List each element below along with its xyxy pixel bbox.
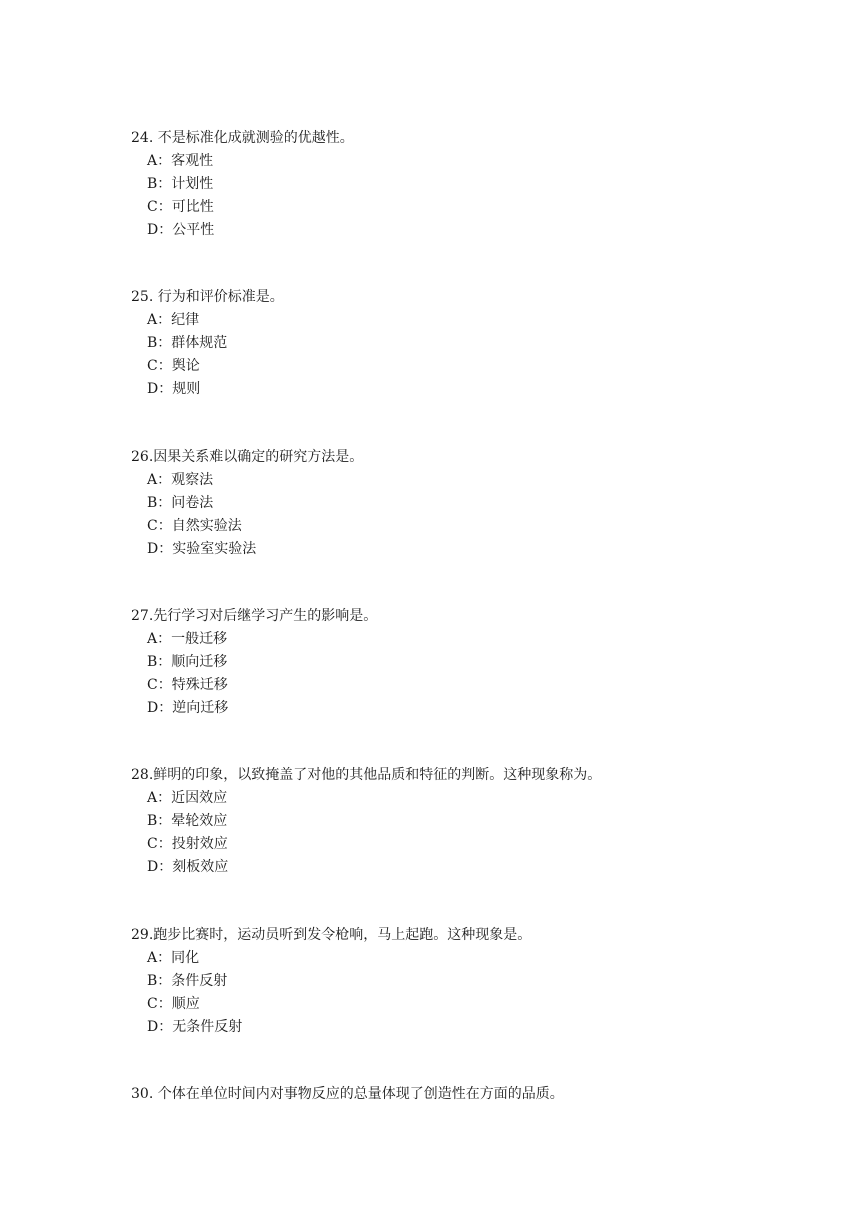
option-b: B：条件反射 [147, 973, 228, 989]
question-text: 25. 行为和评价标准是。 [131, 289, 284, 305]
question-text: 24. 不是标准化成就测验的优越性。 [131, 130, 354, 146]
question-30 [131, 1086, 831, 1109]
option-b: B：群体规范 [147, 335, 228, 351]
question-24 [131, 130, 831, 245]
option-a: A：纪律 [147, 312, 200, 328]
option-d: D：逆向迁移 [147, 700, 229, 716]
option-c: C：特殊迁移 [147, 677, 228, 693]
option-d: D：实验室实验法 [147, 541, 257, 557]
option-b: B：晕轮效应 [147, 813, 228, 829]
option-d: D：公平性 [147, 222, 215, 238]
option-b: B：计划性 [147, 176, 214, 192]
option-a: A：一般迁移 [147, 631, 228, 647]
option-c: C：自然实验法 [147, 518, 242, 534]
question-text: 28.鲜明的印象，以致掩盖了对他的其他品质和特征的判断。这种现象称为。 [131, 767, 602, 783]
option-a: A：观察法 [147, 472, 214, 488]
option-d: D：无条件反射 [147, 1019, 243, 1035]
question-28 [131, 767, 831, 882]
option-b: B：顺向迁移 [147, 654, 228, 670]
question-text: 26.因果关系难以确定的研究方法是。 [131, 449, 364, 465]
question-29 [131, 927, 831, 1042]
option-a: A：客观性 [147, 153, 214, 169]
question-text: 27.先行学习对后继学习产生的影响是。 [131, 608, 378, 624]
question-27 [131, 608, 831, 723]
question-text: 30. 个体在单位时间内对事物反应的总量体现了创造性在方面的品质。 [131, 1086, 564, 1102]
question-text: 29.跑步比赛时，运动员听到发令枪响，马上起跑。这种现象是。 [131, 927, 532, 943]
question-26 [131, 449, 831, 564]
option-c: C：可比性 [147, 199, 214, 215]
question-25 [131, 289, 831, 404]
option-b: B：问卷法 [147, 495, 214, 511]
option-c: C：投射效应 [147, 836, 228, 852]
option-d: D：刻板效应 [147, 859, 229, 875]
option-d: D：规则 [147, 381, 201, 397]
option-a: A：同化 [147, 950, 200, 966]
option-c: C：顺应 [147, 996, 200, 1012]
option-a: A：近因效应 [147, 790, 228, 806]
option-c: C：舆论 [147, 358, 200, 374]
